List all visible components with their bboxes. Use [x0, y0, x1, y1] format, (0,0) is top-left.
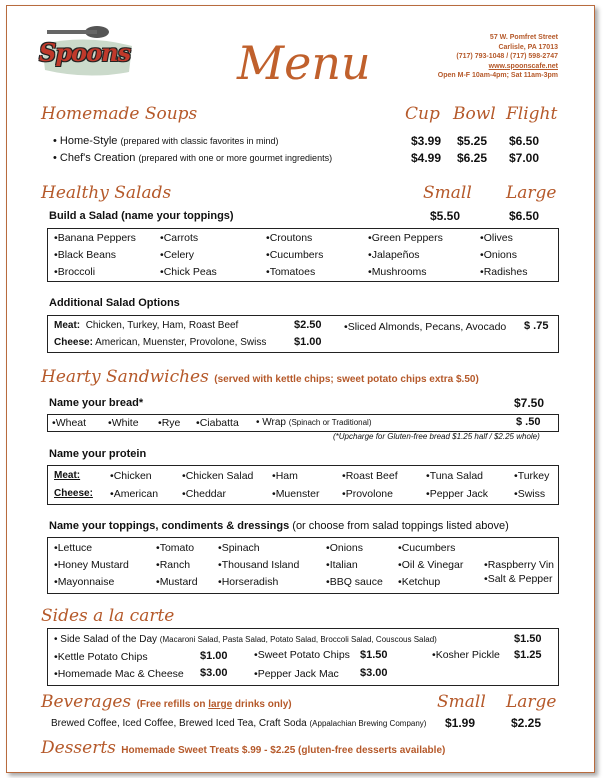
- beverage-note: (Appalachian Brewing Company): [309, 719, 427, 728]
- salad-topping: • Tomatoes: [266, 266, 315, 278]
- side-salad-name: Side Salad of the Day: [60, 634, 158, 645]
- toppings-box: [47, 537, 559, 594]
- side-salad-item: • Side Salad of the Day (Macaroni Salad, Pasta Salad, Potato Salad, Broccoli Salad, Couscous Salad): [54, 634, 437, 645]
- sandwich-topping: • BBQ sauce: [326, 576, 383, 588]
- protein-cheese: • Muenster: [272, 488, 319, 500]
- soup-price: $6.50: [509, 134, 540, 148]
- sandwiches-heading: [41, 367, 479, 387]
- sandwich-topping: • Ranch: [156, 559, 190, 571]
- soup-note: (prepared with classic favorites in mind): [120, 136, 279, 146]
- soups-col-cup: Cup: [405, 104, 440, 124]
- build-salad-small-price: $5.50: [430, 209, 461, 223]
- salad-topping: • Jalapeños: [368, 249, 420, 261]
- address-block: [438, 33, 558, 81]
- protein-cheese: • Cheddar: [182, 488, 226, 500]
- soup-name: Home-Style: [59, 135, 118, 147]
- beverages-title: Beverages: [41, 692, 132, 712]
- protein-meat-label: Meat:: [54, 470, 81, 481]
- sandwich-topping: • Honey Mustard: [54, 559, 129, 571]
- salad-topping: • Cucumbers: [266, 249, 323, 261]
- build-salad-large-price: $6.50: [509, 209, 540, 223]
- protein-box: [47, 465, 559, 505]
- desserts-text: Homemade Sweet Treats $.99 - $2.25 (gluten-free desserts available): [121, 745, 446, 756]
- sides-box: [47, 628, 559, 686]
- sandwich-topping: • Spinach: [218, 542, 260, 554]
- salad-options-box: [47, 315, 559, 353]
- beverages-heading: [41, 692, 292, 712]
- sandwich-topping: • Mustard: [156, 576, 198, 588]
- phone-numbers: (717) 793-1048 / (717) 598-2747: [456, 53, 558, 61]
- protein-cheese: • American: [110, 488, 158, 500]
- protein-meat: • Chicken: [110, 470, 152, 482]
- salad-toppings-box: [47, 228, 559, 282]
- bread-option: • White: [108, 417, 139, 429]
- cheese-items: American, Muenster, Provolone, Swiss: [95, 337, 267, 348]
- sandwich-topping: • Cucumbers: [398, 542, 455, 554]
- cheese-price: $1.00: [294, 336, 322, 348]
- side-price: $1.00: [200, 650, 228, 662]
- sandwich-topping: • Lettuce: [54, 542, 92, 554]
- soups-col-bowl: Bowl: [453, 104, 496, 124]
- build-salad-label: Build a Salad (name your toppings): [49, 210, 234, 222]
- salad-topping: • Radishes: [480, 266, 527, 278]
- sandwich-topping: • Horseradish: [218, 576, 278, 588]
- salad-topping: • Olives: [480, 232, 513, 244]
- protein-cheese: • Swiss: [514, 488, 545, 500]
- sandwich-topping: • Onions: [326, 542, 363, 554]
- soups-col-flight: Flight: [506, 104, 558, 124]
- protein-label: Name your protein: [49, 448, 147, 460]
- salad-topping: • Banana Peppers: [54, 232, 136, 244]
- side-item: • Kettle Potato Chips: [54, 651, 148, 663]
- salads-col-small: Small: [423, 183, 472, 203]
- meat-items: Chicken, Turkey, Ham, Roast Beef: [85, 320, 239, 331]
- side-item: • Pepper Jack Mac: [254, 668, 339, 680]
- salad-topping: • Croutons: [266, 232, 312, 244]
- hours: Open M-F 10am-4pm; Sat 11am-3pm: [437, 72, 558, 80]
- toppings-note: (or choose from salad toppings listed above): [292, 520, 509, 532]
- sandwich-topping: • Oil & Vinegar: [398, 559, 463, 571]
- salad-topping: • Mushrooms: [368, 266, 427, 278]
- desserts-title: Desserts: [41, 738, 116, 758]
- sandwich-topping: • Thousand Island: [218, 559, 299, 571]
- salad-topping: • Onions: [480, 249, 517, 261]
- beverage-small-price: $1.99: [445, 716, 476, 730]
- salads-col-large: Large: [506, 183, 557, 203]
- refill-note-large: large: [208, 699, 233, 710]
- side-price: $3.00: [360, 667, 388, 679]
- wrap-label: Wrap: [262, 417, 286, 428]
- sandwich-topping: • Raspberry Vin: [484, 559, 554, 571]
- refill-note-post: drinks only): [232, 699, 292, 710]
- soups-heading: Homemade Soups: [41, 104, 198, 124]
- protein-meat: • Ham: [272, 470, 298, 482]
- salad-topping: • Carrots: [160, 232, 198, 244]
- side-item: • Homemade Mac & Cheese: [54, 668, 184, 680]
- bread-option: • Ciabatta: [196, 417, 239, 429]
- bread-price: $7.50: [514, 396, 545, 410]
- sandwiches-title: Hearty Sandwiches: [41, 367, 209, 387]
- website-link[interactable]: www.spoonscafe.net: [488, 62, 558, 70]
- side-item: • Kosher Pickle: [432, 649, 500, 661]
- soup-price: $3.99: [411, 134, 442, 148]
- meat-label: Meat:: [54, 320, 81, 331]
- soup-price: $4.99: [411, 151, 442, 165]
- bread-option: • Rye: [158, 417, 180, 429]
- spoons-logo: [37, 24, 137, 84]
- sandwich-topping: • Ketchup: [398, 576, 440, 588]
- protein-meat: • Turkey: [514, 470, 549, 482]
- soup-name: Chef's Creation: [59, 152, 136, 164]
- meat-price: $2.50: [294, 319, 322, 331]
- salad-topping: • Broccoli: [54, 266, 95, 278]
- cheese-label: Cheese:: [54, 337, 93, 348]
- wrap-option: • Wrap (Spinach or Traditional): [256, 417, 372, 428]
- sandwich-topping: • Mayonnaise: [54, 576, 114, 588]
- nut-price: $ .75: [524, 320, 549, 332]
- logo-text: Spoons: [39, 38, 131, 67]
- wrap-note: (Spinach or Traditional): [288, 418, 372, 427]
- protein-cheese-label: Cheese:: [54, 488, 93, 499]
- salad-topping: • Chick Peas: [160, 266, 217, 278]
- additional-options-label: Additional Salad Options: [49, 297, 180, 309]
- side-price: $1.25: [514, 649, 542, 661]
- gluten-free-note: (*Upcharge for Gluten-free bread $1.25 half / $2.25 whole): [333, 432, 540, 441]
- protein-meat: • Chicken Salad: [182, 470, 253, 482]
- salad-topping: • Celery: [160, 249, 194, 261]
- cheese-options: [54, 337, 266, 348]
- side-salad-note: (Macaroni Salad, Pasta Salad, Potato Salad, Broccoli Salad, Couscous Salad): [159, 635, 437, 644]
- menu-page: [6, 5, 595, 773]
- bread-label: Name your bread*: [49, 397, 144, 409]
- address-line-2: Carlisle, PA 17013: [498, 43, 558, 51]
- address-line-1: 57 W. Pomfret Street: [489, 34, 558, 41]
- soup-item: • Chef's Creation (prepared with one or more gourmet ingredients): [53, 152, 333, 164]
- side-item: • Sweet Potato Chips: [254, 649, 350, 661]
- toppings-label: Name your toppings, condiments & dressings: [49, 520, 290, 532]
- sides-heading: Sides a la carte: [41, 606, 175, 626]
- side-price: $3.00: [200, 667, 228, 679]
- protein-meat: • Tuna Salad: [426, 470, 483, 482]
- protein-meat: • Roast Beef: [342, 470, 398, 482]
- sandwich-topping: • Italian: [326, 559, 358, 571]
- protein-cheese: • Provolone: [342, 488, 393, 500]
- side-price: $1.50: [360, 649, 388, 661]
- salad-topping: • Green Peppers: [368, 232, 443, 244]
- sandwiches-subtitle: (served with kettle chips; sweet potato chips extra $.50): [214, 374, 479, 385]
- soup-price: $5.25: [457, 134, 488, 148]
- toppings-heading: [49, 520, 509, 532]
- beverages-col-small: Small: [437, 692, 486, 712]
- menu-title: Menu: [237, 36, 371, 90]
- bread-option: • Wheat: [52, 417, 86, 429]
- soup-note: (prepared with one or more gourmet ingredients): [138, 153, 333, 163]
- beverage-items: [51, 718, 426, 729]
- beverages-col-large: Large: [506, 692, 557, 712]
- protein-cheese: • Pepper Jack: [426, 488, 488, 500]
- soup-item: • Home-Style (prepared with classic favorites in mind): [53, 135, 279, 147]
- wrap-price: $ .50: [516, 416, 541, 428]
- nut-options: • Sliced Almonds, Pecans, Avocado: [344, 321, 506, 333]
- salads-heading: Healthy Salads: [41, 183, 172, 203]
- meat-options: [54, 320, 238, 331]
- sandwich-topping: • Salt & Pepper: [484, 573, 552, 585]
- soup-price: $6.25: [457, 151, 488, 165]
- beverage-large-price: $2.25: [511, 716, 542, 730]
- refill-note: [137, 699, 292, 710]
- soup-price: $7.00: [509, 151, 540, 165]
- side-salad-price: $1.50: [514, 633, 542, 645]
- sandwich-topping: • Tomato: [156, 542, 194, 554]
- refill-note-pre: (Free refills on: [136, 699, 209, 710]
- salad-topping: • Black Beans: [54, 249, 116, 261]
- desserts-heading: [41, 738, 445, 758]
- beverage-list: Brewed Coffee, Iced Coffee, Brewed Iced Tea, Craft Soda: [51, 718, 307, 729]
- bread-box: [47, 414, 559, 432]
